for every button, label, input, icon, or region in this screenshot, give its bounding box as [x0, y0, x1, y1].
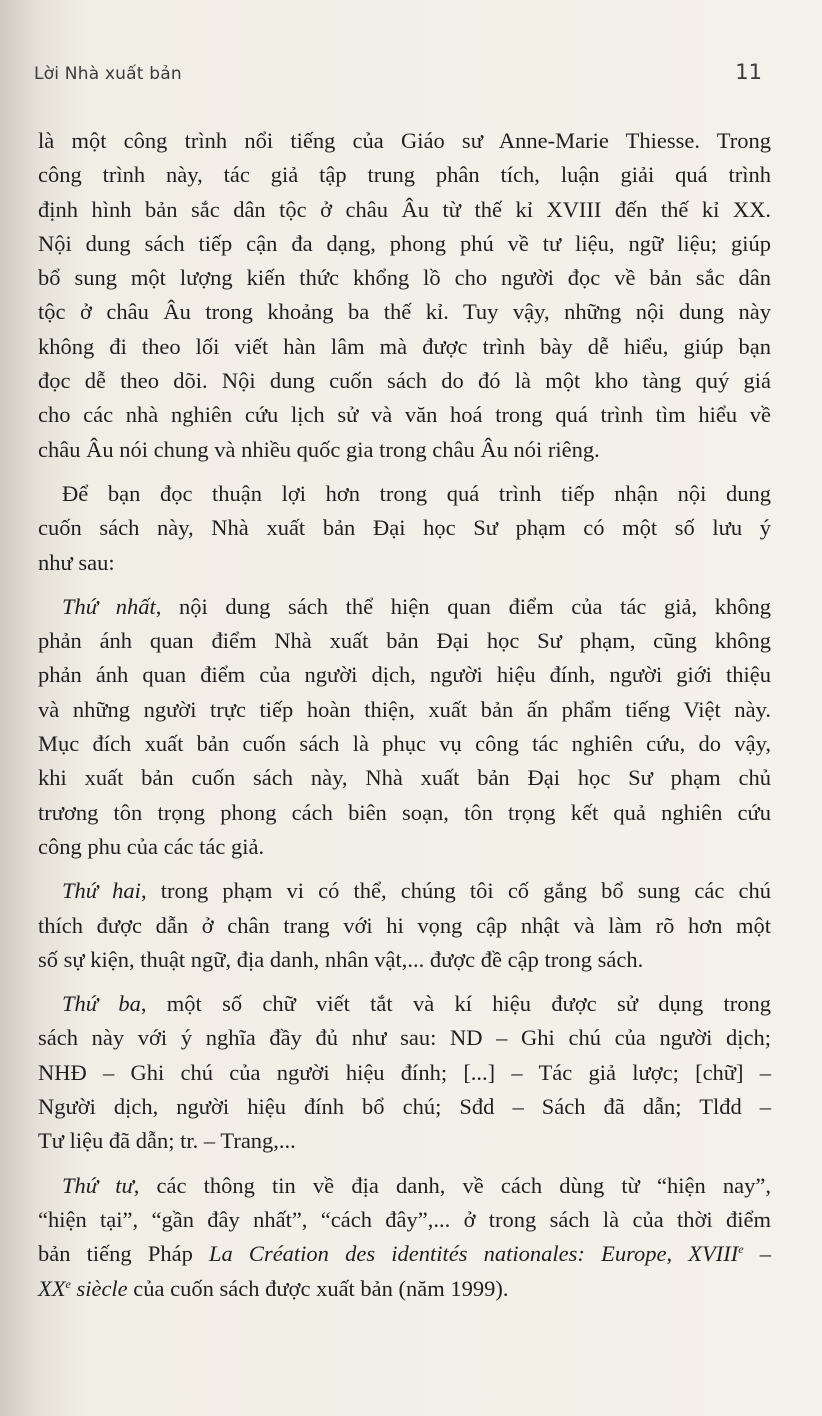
- text-line: khi xuất bản cuốn sách này, Nhà xuất bản Đại học Sư phạm chủ: [38, 765, 771, 791]
- text-line: đọc dễ theo dõi. Nội dung cuốn sách do đó là một kho tàng quý giá: [38, 368, 771, 394]
- text-line: [38, 874, 771, 908]
- text-line: cho các nhà nghiên cứu lịch sử và văn hoá trong quá trình tìm hiểu về: [38, 402, 771, 428]
- paragraph-4: [38, 874, 771, 977]
- text-line: NHĐ – Ghi chú của người hiệu đính; [...] – Tác giả lược; [chữ] –: [38, 1059, 771, 1085]
- text-line: thích được dẫn ở chân trang với hi vọng cập nhật và làm rõ hơn một: [38, 912, 771, 938]
- paragraph-3: [38, 590, 771, 864]
- line-text: , nội dung sách thể hiện quan điểm của tác giả, không: [155, 593, 771, 619]
- text-line: [38, 590, 771, 624]
- paragraph-1: [38, 124, 771, 467]
- text-line: định hình bản sắc dân tộc ở châu Âu từ thế kỉ XVIII đến thế kỉ XX.: [38, 196, 771, 222]
- text-line: tộc ở châu Âu trong khoảng ba thế kỉ. Tuy vậy, những nội dung này: [38, 299, 771, 325]
- italic-lead: Thứ tư: [62, 1172, 134, 1198]
- paragraph-2: [38, 477, 771, 580]
- text-line: như sau:: [38, 549, 115, 575]
- superscript: e: [738, 1242, 744, 1257]
- superscript: e: [65, 1276, 71, 1291]
- book-title-part: siècle: [70, 1275, 128, 1301]
- text-line: [38, 987, 771, 1021]
- text-line: và những người trực tiếp hoàn thiện, xuất bản ấn phẩm tiếng Việt này.: [38, 696, 771, 722]
- text-line: công phu của các tác giả.: [38, 833, 265, 859]
- text-line: sách này với ý nghĩa đầy đủ như sau: ND – Ghi chú của người dịch;: [38, 1025, 771, 1051]
- text-line: Người dịch, người hiệu đính bổ chú; Sđd – Sách đã dẫn; Tlđd –: [38, 1094, 771, 1120]
- text-line: số sự kiện, thuật ngữ, địa danh, nhân vật,... được đề cập trong sách.: [38, 946, 644, 972]
- line-text: , trong phạm vi có thể, chúng tôi cố gắng bổ sung các chú: [140, 878, 771, 904]
- text-line: công trình này, tác giả tập trung phân tích, luận giải quá trình: [38, 162, 771, 188]
- running-head: Lời Nhà xuất bản: [34, 64, 182, 84]
- text-line: châu Âu nói chung và nhiều quốc gia trong châu Âu nói riêng.: [38, 436, 600, 462]
- text-line: Để bạn đọc thuận lợi hơn trong quá trình tiếp nhận nội dung: [62, 480, 771, 506]
- paragraph-6: [38, 1169, 771, 1306]
- text-line: [38, 1272, 771, 1306]
- page-header: [34, 58, 762, 94]
- page-number: 11: [735, 60, 762, 84]
- text-line: trương tôn trọng phong cách biên soạn, tôn trọng kết quả nghiên cứu: [38, 799, 771, 825]
- text-line: phản ánh quan điểm của người dịch, người hiệu đính, người giới thiệu: [38, 662, 771, 688]
- line-text: –: [743, 1241, 771, 1267]
- italic-lead: Thứ hai: [62, 878, 141, 904]
- line-text: của cuốn sách được xuất bản (năm 1999).: [127, 1275, 509, 1301]
- italic-lead: Thứ ba: [62, 991, 141, 1017]
- paragraph-5: [38, 987, 771, 1158]
- text-line: cuốn sách này, Nhà xuất bản Đại học Sư phạm có một số lưu ý: [38, 515, 771, 541]
- text-line: Nội dung sách tiếp cận đa dạng, phong phú về tư liệu, ngữ liệu; giúp: [38, 230, 771, 256]
- text-line: Mục đích xuất bản cuốn sách là phục vụ công tác nghiên cứu, do vậy,: [38, 731, 771, 757]
- text-line: không đi theo lối viết hàn lâm mà được trình bày dễ hiểu, giúp bạn: [38, 333, 771, 359]
- text-line: Tư liệu đã dẫn; tr. – Trang,...: [38, 1128, 296, 1154]
- book-title: [38, 1276, 128, 1301]
- book-title-part: XX: [38, 1275, 66, 1301]
- italic-lead: Thứ nhất: [62, 593, 156, 619]
- line-text: , các thông tin về địa danh, về cách dùng từ “hiện nay”,: [133, 1172, 771, 1198]
- book-title-part: La Création des identités nationales: Europe, XVIII: [209, 1241, 739, 1267]
- body-text: [38, 124, 771, 1316]
- book-title: [209, 1241, 744, 1266]
- line-text: , một số chữ viết tắt và kí hiệu được sử dụng trong: [140, 991, 771, 1017]
- text-line: phản ánh quan điểm Nhà xuất bản Đại học Sư phạm, cũng không: [38, 628, 771, 654]
- text-line: là một công trình nổi tiếng của Giáo sư Anne-Marie Thiesse. Trong: [38, 128, 771, 153]
- text-line: “hiện tại”, “gần đây nhất”, “cách đây”,... ở trong sách là của thời điểm: [38, 1206, 771, 1232]
- text-line: bổ sung một lượng kiến thức khổng lồ cho người đọc về bản sắc dân: [38, 265, 771, 291]
- line-text: bản tiếng Pháp: [38, 1241, 209, 1267]
- text-line: [38, 1169, 771, 1203]
- text-line: [38, 1237, 771, 1271]
